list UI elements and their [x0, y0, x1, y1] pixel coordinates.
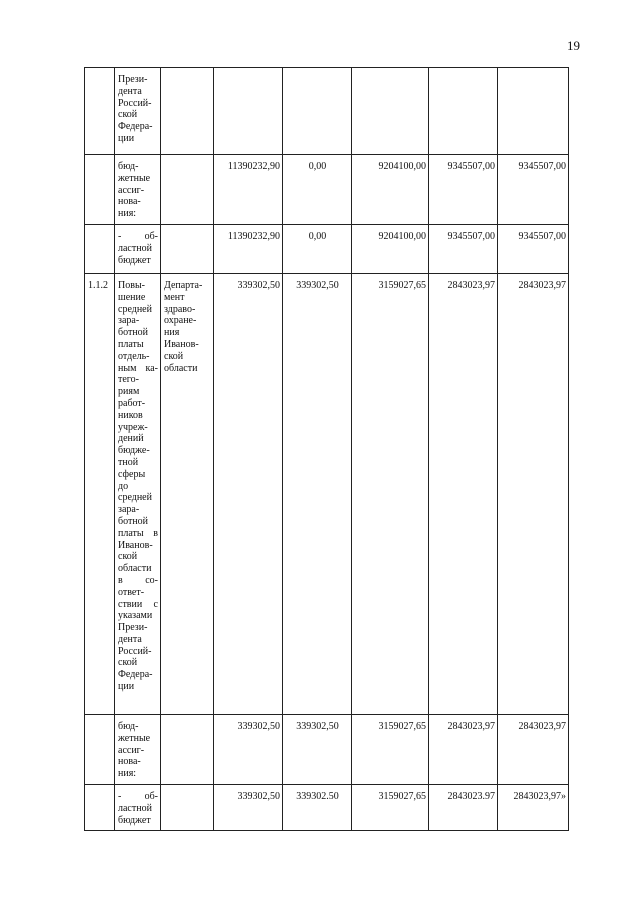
executor-cell — [161, 784, 214, 830]
text-line: средней — [118, 492, 152, 504]
amount-cell: 3159027,65 — [352, 273, 429, 714]
text-line: зара- — [118, 504, 140, 516]
text-line: ботной — [118, 515, 149, 527]
activity-name-cell — [115, 155, 161, 225]
text-line: указами — [118, 610, 153, 622]
text-line: Россий- — [118, 97, 152, 109]
text-line: Прези- — [118, 622, 148, 634]
text-line: дента — [118, 85, 142, 97]
text-line: Прези- — [118, 74, 148, 85]
amount-cell: 11390232,90 — [214, 224, 283, 273]
text-line: ния: — [118, 768, 137, 780]
row-number-cell — [85, 155, 115, 225]
text-line: нова- — [118, 756, 141, 768]
text-line: Федера- — [118, 121, 153, 133]
row-number-cell — [85, 784, 115, 830]
text-line: ской — [164, 350, 184, 362]
amount-cell: 339302.50 — [283, 784, 352, 830]
text-line: ассиг- — [118, 184, 145, 196]
text-line: Иванов- — [118, 539, 153, 551]
budget-table — [84, 67, 569, 831]
text-line: Россий- — [118, 645, 152, 657]
text-line: дента — [118, 633, 142, 645]
amount-cell: 0,00 — [283, 224, 352, 273]
text-line: ской — [118, 657, 138, 669]
text-line: в со- — [118, 574, 158, 586]
text-line: мент — [164, 291, 185, 303]
table-row — [85, 155, 569, 225]
text-line: ции — [118, 681, 135, 693]
amount-cell: 9204100,00 — [352, 224, 429, 273]
amount-cell: 2843023.97 — [429, 784, 498, 830]
amount-cell: 11390232,90 — [214, 155, 283, 225]
table-row — [85, 784, 569, 830]
amount-cell: 339302,50 — [214, 784, 283, 830]
text-line: Департа- — [164, 279, 203, 291]
text-line: тной — [118, 456, 139, 468]
text-line: ассиг- — [118, 744, 145, 756]
activity-name-cell — [115, 68, 161, 155]
text-line: Иванов- — [164, 338, 199, 350]
table-row — [85, 714, 569, 784]
amount-cell: 2843023,97 — [429, 714, 498, 784]
text-line: бюд- — [118, 720, 139, 732]
text-line: бюд- — [118, 161, 139, 172]
text-line: бюджет — [118, 254, 151, 266]
text-line: ской — [118, 551, 138, 563]
table-row — [85, 224, 569, 273]
text-line: средней — [118, 303, 152, 315]
executor-cell — [161, 68, 214, 155]
amount-cell: 2843023,97 — [498, 714, 569, 784]
amount-cell: 339302,50 — [283, 714, 352, 784]
amount-cell: 9345507,00 — [498, 155, 569, 225]
activity-name-cell — [115, 784, 161, 830]
text-line: ластной — [118, 802, 152, 814]
table-row — [85, 68, 569, 155]
text-line: - об- — [118, 230, 158, 242]
text-line: Повы- — [118, 279, 145, 291]
amount-cell: 3159027,65 — [352, 784, 429, 830]
activity-name-cell — [115, 714, 161, 784]
text-line: ластной — [118, 242, 152, 254]
text-line: бюдже- — [118, 445, 150, 457]
text-line: шение — [118, 291, 146, 303]
amount-cell: 9345507,00 — [429, 224, 498, 273]
text-line: риям — [118, 386, 140, 398]
text-line: жетные — [118, 172, 151, 184]
row-number-cell: 1.1.2 — [85, 273, 115, 714]
text-line: ответ- — [118, 586, 145, 598]
text-line: ской — [118, 109, 138, 121]
text-line: нова- — [118, 196, 141, 208]
amount-cell: 339302,50 — [283, 273, 352, 714]
text-line: охране- — [164, 315, 197, 327]
text-line: до — [118, 480, 129, 492]
amount-cell — [498, 68, 569, 155]
table-row — [85, 273, 569, 714]
text-line: бюджет — [118, 814, 151, 826]
amount-cell: 0,00 — [283, 155, 352, 225]
text-line: дений — [118, 433, 144, 445]
text-line: здраво- — [164, 303, 196, 315]
text-line: тего- — [118, 374, 139, 386]
text-line: ции — [118, 132, 135, 144]
amount-cell: 9345507,00 — [498, 224, 569, 273]
amount-cell: 2843023,97 — [429, 273, 498, 714]
text-line: работ- — [118, 397, 146, 409]
text-line: ния: — [118, 208, 137, 220]
amount-cell: 339302,50 — [214, 714, 283, 784]
text-line: учреж- — [118, 421, 148, 433]
text-line: зара- — [118, 315, 140, 327]
amount-cell — [429, 68, 498, 155]
text-line: сферы — [118, 468, 146, 480]
amount-cell: 9204100,00 — [352, 155, 429, 225]
text-line: отдель- — [118, 350, 150, 362]
text-line: - об- — [118, 790, 158, 802]
amount-cell — [283, 68, 352, 155]
activity-name-cell — [115, 273, 161, 714]
executor-cell — [161, 273, 214, 714]
amount-cell: 2843023,97 — [498, 273, 569, 714]
executor-cell — [161, 224, 214, 273]
text-line: платы — [118, 338, 144, 350]
amount-cell: 2843023,97» — [498, 784, 569, 830]
text-line: ботной — [118, 327, 149, 339]
text-line: ствии с — [118, 598, 158, 610]
text-line: Федера- — [118, 669, 153, 681]
amount-cell — [214, 68, 283, 155]
page-number: 19 — [567, 38, 580, 53]
text-line: ным ка- — [118, 362, 158, 374]
executor-cell — [161, 155, 214, 225]
text-line: жетные — [118, 732, 151, 744]
text-line: платы в — [118, 527, 158, 539]
amount-cell: 3159027,65 — [352, 714, 429, 784]
row-number-cell — [85, 68, 115, 155]
text-line: ников — [118, 409, 143, 421]
row-number-cell — [85, 224, 115, 273]
executor-cell — [161, 714, 214, 784]
amount-cell: 339302,50 — [214, 273, 283, 714]
text-line: области — [118, 563, 152, 575]
text-line: ния — [164, 327, 180, 339]
text-line: области — [164, 362, 198, 374]
amount-cell — [352, 68, 429, 155]
amount-cell: 9345507,00 — [429, 155, 498, 225]
activity-name-cell — [115, 224, 161, 273]
row-number-cell — [85, 714, 115, 784]
